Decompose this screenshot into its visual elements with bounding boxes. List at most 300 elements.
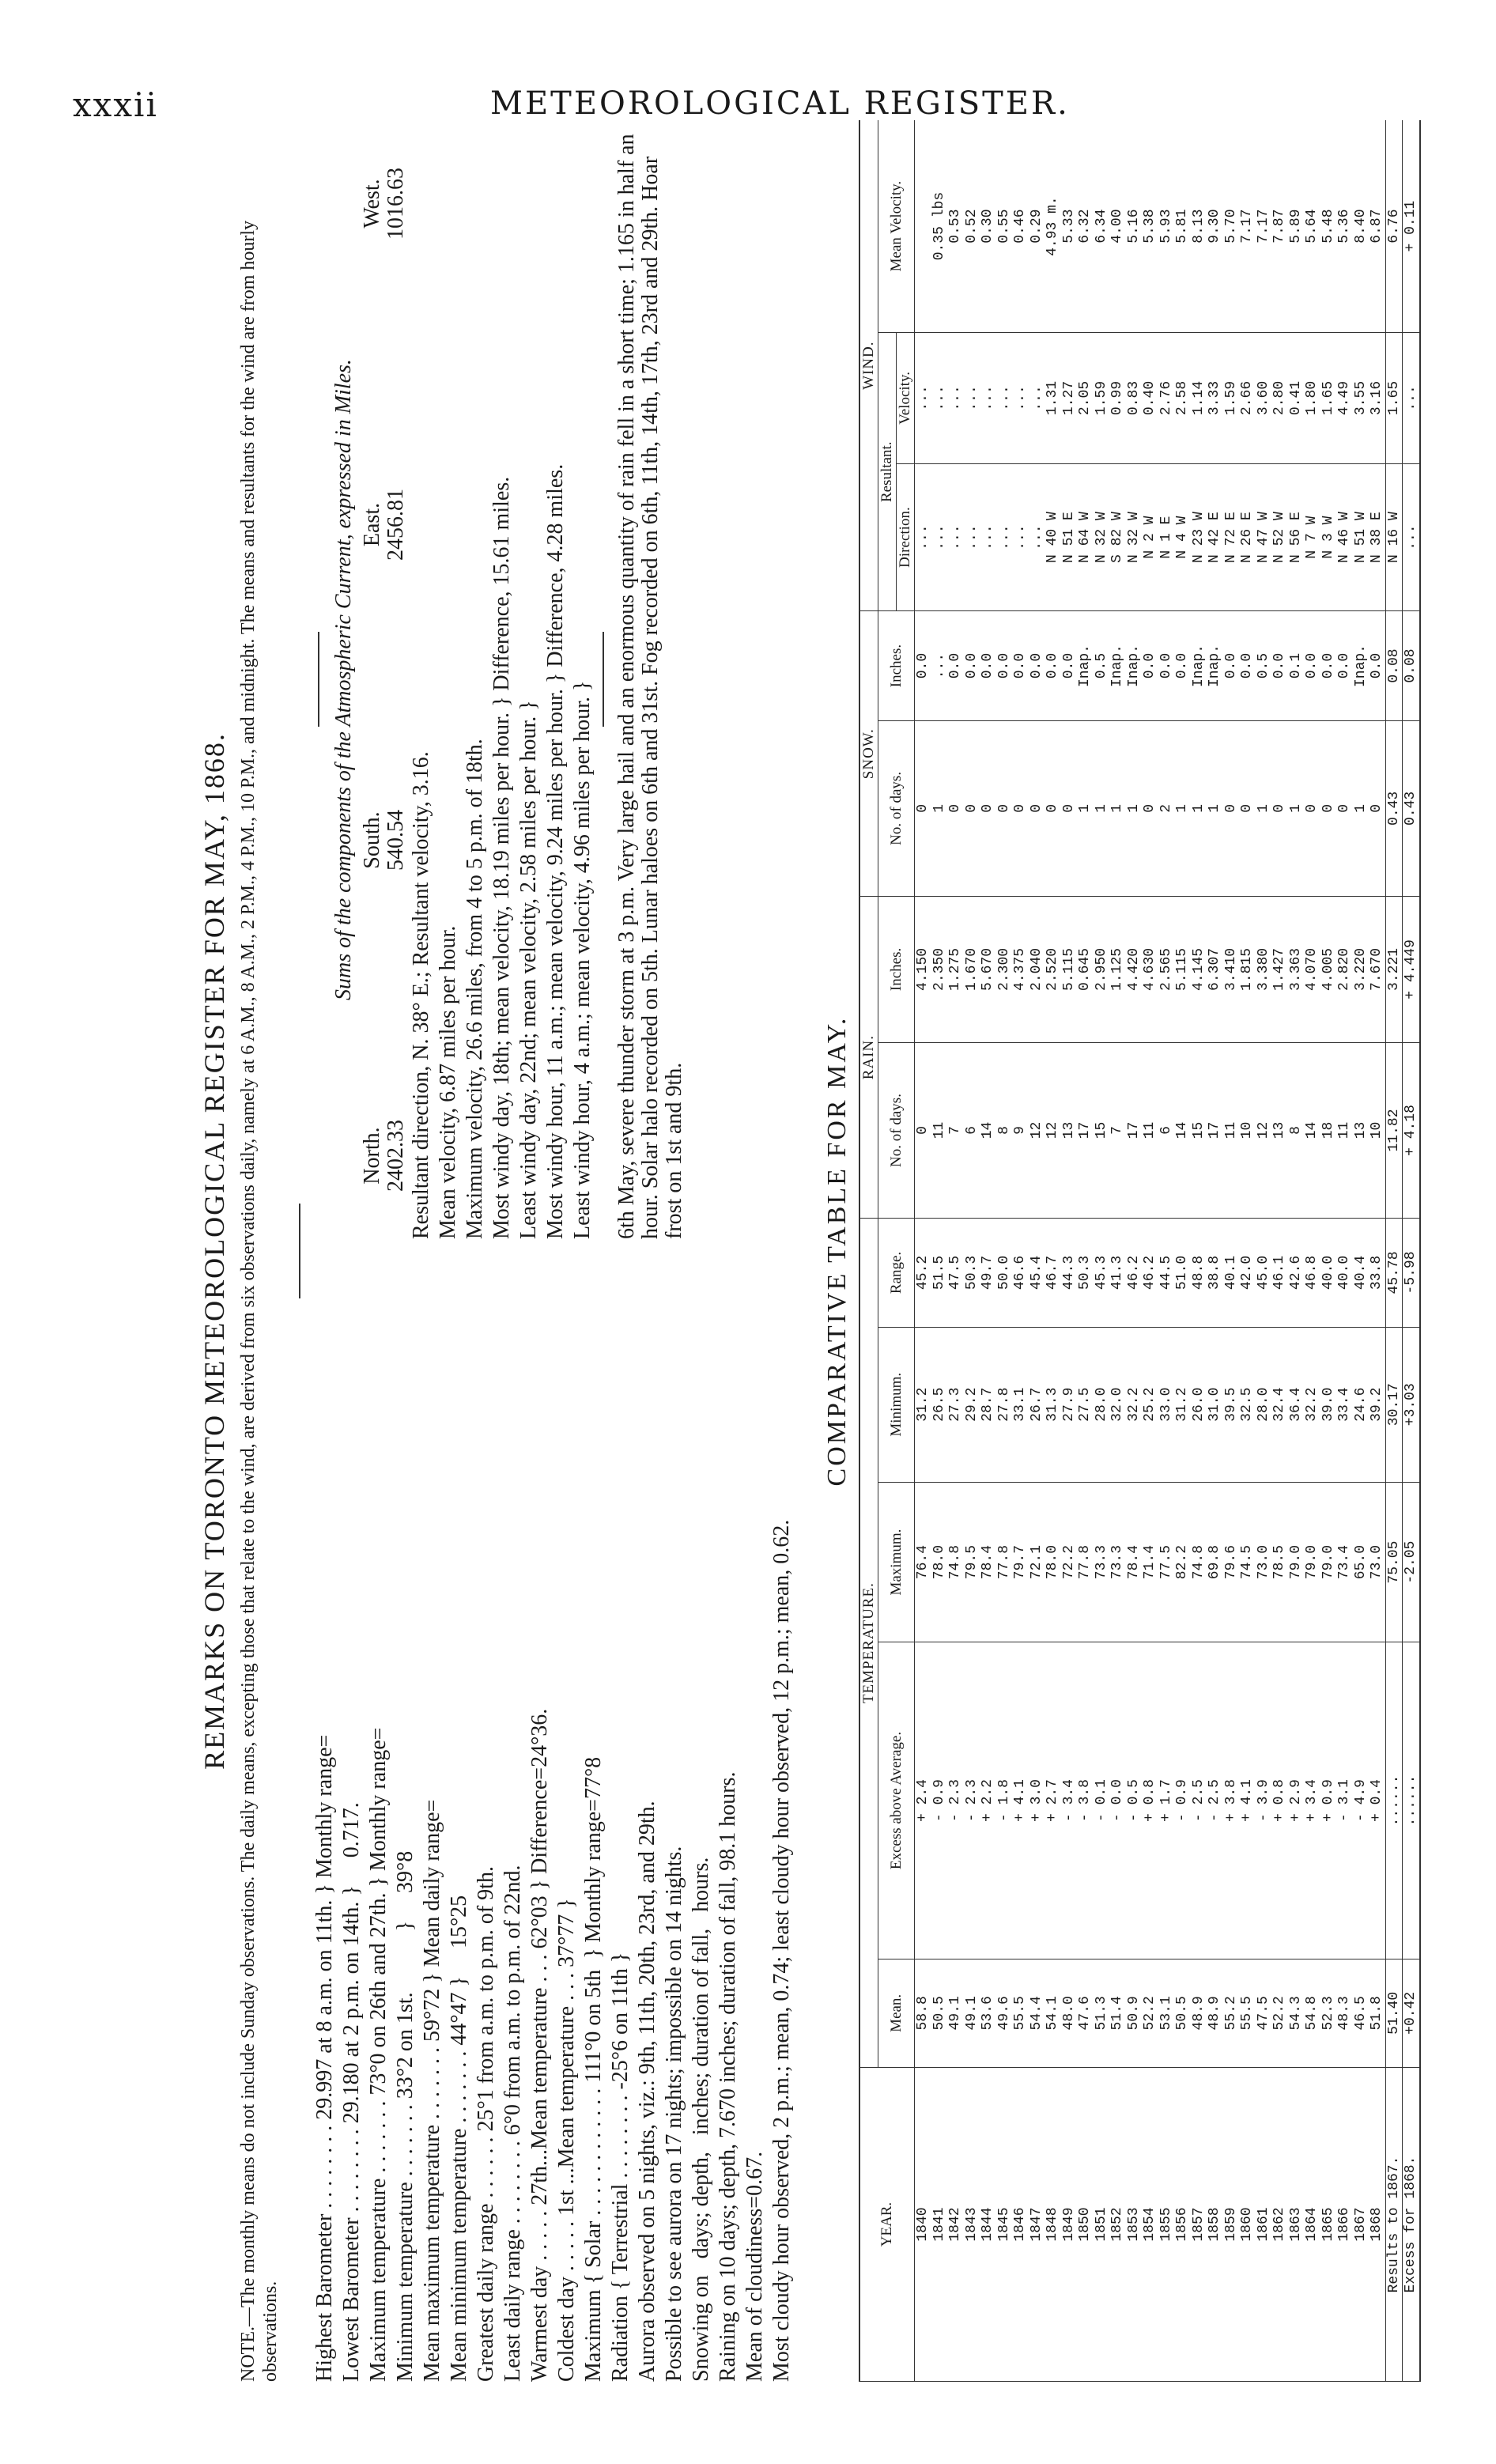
- table-cell: N 40 W: [1045, 463, 1061, 611]
- table-cell: - 2.3: [947, 1642, 964, 1959]
- table-cell: 7: [1109, 1042, 1126, 1218]
- table-cell: 0.0: [1142, 611, 1158, 720]
- table-cell: 0.46: [1012, 120, 1029, 333]
- table-cell: 74.5: [1239, 1482, 1256, 1642]
- table-row: [1045, 120, 1061, 2382]
- table-cell: 4.00: [1109, 120, 1126, 333]
- table-cell: 0.0: [1336, 611, 1353, 720]
- table-cell: 32.5: [1239, 1327, 1256, 1482]
- table-cell: 2.520: [1045, 897, 1061, 1043]
- table-cell: 4.150: [915, 897, 931, 1043]
- table-cell: ...: [947, 463, 964, 611]
- table-cell: ...: [1403, 333, 1420, 464]
- table-cell: 1.80: [1304, 333, 1320, 464]
- table-cell: 47.6: [1077, 1959, 1094, 2068]
- table-cell: 10: [1369, 1042, 1385, 1218]
- table-cell: 50.0: [996, 1219, 1013, 1328]
- table-cell: ...: [1012, 463, 1029, 611]
- col-year: YEAR.: [859, 2068, 915, 2382]
- col-direction: Direction.: [897, 463, 915, 611]
- table-cell: 79.7: [1012, 1482, 1029, 1642]
- table-cell: 1: [1126, 720, 1143, 896]
- table-cell: 0: [915, 720, 931, 896]
- table-cell: 3.220: [1353, 897, 1369, 1043]
- table-cell: + 0.4: [1369, 1642, 1385, 1959]
- table-cell: 73.0: [1369, 1482, 1385, 1642]
- table-cell: 2: [1158, 720, 1175, 896]
- col-snow-days: No. of days.: [878, 720, 915, 896]
- table-cell: 39.0: [1320, 1327, 1337, 1482]
- remarks-left-column: [312, 1263, 795, 2382]
- table-cell: 4.145: [1191, 897, 1207, 1043]
- table-cell: - 0.5: [1126, 1642, 1143, 1959]
- table-cell: 26.0: [1191, 1327, 1207, 1482]
- table-cell: 1841: [931, 2068, 948, 2382]
- table-cell: 5.81: [1174, 120, 1191, 333]
- table-cell: 1.815: [1239, 897, 1256, 1043]
- table-cell: - 3.4: [1061, 1642, 1078, 1959]
- wind-line: Maximum velocity, 26.6 miles, from 4 to 5 p.m. of 18th.: [463, 739, 487, 1239]
- table-cell: 0.5: [1094, 611, 1110, 720]
- table-row: [1061, 120, 1078, 2382]
- table-cell: 0: [915, 1042, 931, 1218]
- table-cell: 1866: [1336, 2068, 1353, 2382]
- table-cell: 3.363: [1288, 897, 1305, 1043]
- table-cell: + 3.4: [1304, 1642, 1320, 1959]
- table-cell: 0.41: [1288, 333, 1305, 464]
- table-cell: - 0.9: [931, 1642, 948, 1959]
- table-cell: ...: [964, 463, 980, 611]
- table-cell: 28.0: [1094, 1327, 1110, 1482]
- table-cell: 47.5: [947, 1219, 964, 1328]
- table-cell: 0: [1061, 720, 1078, 896]
- table-cell: 1.31: [1045, 333, 1061, 464]
- table-cell: 28.7: [980, 1327, 996, 1482]
- table-cell: 0: [996, 720, 1013, 896]
- table-cell: 7.17: [1239, 120, 1256, 333]
- table-cell: 13: [1061, 1042, 1078, 1218]
- table-cell: N 52 W: [1271, 463, 1288, 611]
- table-cell: 29.2: [964, 1327, 980, 1482]
- table-cell: 79.0: [1304, 1482, 1320, 1642]
- table-cell: 5.115: [1174, 897, 1191, 1043]
- table-cell: 2.565: [1158, 897, 1175, 1043]
- remark-line: Lowest Barometer . . . . . . . . 29.180 at 2 p.m. on 14th. } 0.717.: [339, 1802, 364, 2382]
- remark-line: Mean of cloudiness=0.67.: [742, 2151, 767, 2382]
- table-cell: 0: [1336, 720, 1353, 896]
- table-cell: 44.3: [1061, 1219, 1078, 1328]
- table-cell: ...: [931, 463, 948, 611]
- table-cell: 45.78: [1385, 1219, 1403, 1328]
- table-row: [1207, 120, 1223, 2382]
- table-cell: 0.35 lbs: [931, 120, 948, 333]
- table-cell: N 47 W: [1256, 463, 1272, 611]
- table-cell: 79.5: [964, 1482, 980, 1642]
- table-cell: 39.2: [1369, 1327, 1385, 1482]
- table-cell: 5.48: [1320, 120, 1337, 333]
- table-cell: 0.55: [996, 120, 1013, 333]
- table-cell: N 2 W: [1142, 463, 1158, 611]
- col-rain-inches: Inches.: [878, 897, 915, 1043]
- table-cell: 0.1: [1288, 611, 1305, 720]
- table-cell: 0.0: [1061, 611, 1078, 720]
- table-cell: 0.0: [947, 611, 964, 720]
- table-cell: 50.5: [931, 1959, 948, 2068]
- table-cell: 1859: [1223, 2068, 1240, 2382]
- table-cell: 1.59: [1223, 333, 1240, 464]
- table-cell: 1846: [1012, 2068, 1029, 2382]
- table-cell: - 0.9: [1174, 1642, 1191, 1959]
- table-cell: 33.1: [1012, 1327, 1029, 1482]
- table-cell: - 3.9: [1256, 1642, 1272, 1959]
- remark-line: Mean maximum temperature . . . . . . . 59°72 } Mean daily range=: [420, 1799, 444, 2382]
- table-cell: 48.9: [1207, 1959, 1223, 2068]
- table-cell: 73.0: [1256, 1482, 1272, 1642]
- table-cell: + 3.8: [1223, 1642, 1240, 1959]
- table-row: [1256, 120, 1272, 2382]
- table-cell: 2.040: [1029, 897, 1045, 1043]
- table-cell: + 4.1: [1012, 1642, 1029, 1959]
- table-cell: 1854: [1142, 2068, 1158, 2382]
- table-cell: 46.5: [1353, 1959, 1369, 2068]
- table-cell: S 82 W: [1109, 463, 1126, 611]
- table-cell: 27.8: [996, 1327, 1013, 1482]
- table-cell: 51.5: [931, 1219, 948, 1328]
- table-cell: 1.65: [1320, 333, 1337, 464]
- table-cell: N 64 W: [1077, 463, 1094, 611]
- table-cell: 58.8: [915, 1959, 931, 2068]
- table-cell: Results to 1867.: [1385, 2068, 1403, 2382]
- table-cell: 15: [1094, 1042, 1110, 1218]
- table-cell: 54.3: [1288, 1959, 1305, 2068]
- table-cell: 51.4: [1109, 1959, 1126, 2068]
- remark-line: Greatest daily range . . . . . . 25°1 from a.m. to p.m. of 9th.: [474, 1866, 498, 2382]
- table-cell: 72.1: [1029, 1482, 1045, 1642]
- table-cell: 46.2: [1142, 1219, 1158, 1328]
- table-cell: 71.4: [1142, 1482, 1158, 1642]
- remark-line: Possible to see aurora on 17 nights; impossible on 14 nights.: [662, 1846, 686, 2382]
- table-cell: 46.2: [1126, 1219, 1143, 1328]
- table-cell: 55.5: [1239, 1959, 1256, 2068]
- table-cell: 5.670: [980, 897, 996, 1043]
- table-cell: 49.7: [980, 1219, 996, 1328]
- table-cell: 46.6: [1012, 1219, 1029, 1328]
- table-cell: 0: [947, 720, 964, 896]
- table-cell: + 0.8: [1142, 1642, 1158, 1959]
- table-cell: 0: [1142, 720, 1158, 896]
- table-cell: 27.3: [947, 1327, 964, 1482]
- group-rain: RAIN.: [859, 897, 878, 1219]
- group-resultant: Resultant.: [878, 333, 897, 611]
- table-cell: 1844: [980, 2068, 996, 2382]
- table-row: [947, 120, 964, 2382]
- table-cell: 47.5: [1256, 1959, 1272, 2068]
- table-cell: + 1.7: [1158, 1642, 1175, 1959]
- table-cell: 79.0: [1288, 1482, 1305, 1642]
- table-cell: 1862: [1271, 2068, 1288, 2382]
- table-cell: 1: [1256, 720, 1272, 896]
- table-cell: N 32 W: [1094, 463, 1110, 611]
- table-cell: 11: [931, 1042, 948, 1218]
- table-cell: 1842: [947, 2068, 964, 2382]
- table-cell: 1863: [1288, 2068, 1305, 2382]
- table-cell: 2.05: [1077, 333, 1094, 464]
- table-row: [1353, 120, 1369, 2382]
- table-cell: 40.4: [1353, 1219, 1369, 1328]
- table-cell: ...: [996, 463, 1013, 611]
- table-cell: 50.3: [1077, 1219, 1094, 1328]
- table-row: [1304, 120, 1320, 2382]
- table-row: [964, 120, 980, 2382]
- table-cell: 1.670: [964, 897, 980, 1043]
- table-cell: 6.32: [1077, 120, 1094, 333]
- table-cell: 11.82: [1385, 1042, 1403, 1218]
- table-cell: - 0.1: [1094, 1642, 1110, 1959]
- table-cell: 6: [1158, 1042, 1175, 1218]
- remarks-note: NOTE.—The monthly means do not include Sunday observations. The daily means, excepting those that relate to the wind, are derived from six observations daily, namely at 6 A.M., 8 A.M., 2 P.M., 4 P.M., 10 P.M., and midnight. The means and resultants for the wind are from hourly observations.: [238, 220, 281, 2382]
- table-cell: 2.66: [1239, 333, 1256, 464]
- table-cell: 1850: [1077, 2068, 1094, 2382]
- table-cell: - 1.8: [996, 1642, 1013, 1959]
- table-cell: 77.5: [1158, 1482, 1175, 1642]
- table-cell: 0.0: [1174, 611, 1191, 720]
- remark-line: Mean minimum temperature . . . . . . . 44°47 } 15°25: [447, 1895, 471, 2382]
- table-cell: 49.1: [964, 1959, 980, 2068]
- table-cell: 53.6: [980, 1959, 996, 2068]
- group-snow: SNOW.: [859, 611, 878, 897]
- table-cell: 15: [1191, 1042, 1207, 1218]
- divider: [603, 633, 604, 727]
- table-cell: 42.0: [1239, 1219, 1256, 1328]
- table-cell: 4.420: [1126, 897, 1143, 1043]
- table-cell: 0.29: [1029, 120, 1045, 333]
- table-cell: 0: [1029, 720, 1045, 896]
- table-cell: 49.1: [947, 1959, 964, 2068]
- table-cell: 7: [947, 1042, 964, 1218]
- table-cell: 4.49: [1336, 333, 1353, 464]
- table-cell: 0: [1239, 720, 1256, 896]
- table-cell: N 38 E: [1369, 463, 1385, 611]
- table-cell: 54.8: [1304, 1959, 1320, 2068]
- remark-line: Raining on 10 days; depth, 7.670 inches; duration of fall, 98.1 hours.: [716, 1771, 740, 2382]
- remarks-title: REMARKS ON TORONTO METEOROLOGICAL REGISTER FOR MAY, 1868.: [198, 732, 230, 1770]
- divider: [299, 1204, 300, 1298]
- table-cell: + 2.2: [980, 1642, 996, 1959]
- table-body: [915, 120, 1420, 2382]
- table-title: COMPARATIVE TABLE FOR MAY.: [822, 1015, 852, 1487]
- table-cell: 0.5: [1256, 611, 1272, 720]
- table-cell: 65.0: [1353, 1482, 1369, 1642]
- col-excess: Excess above Average.: [878, 1642, 915, 1959]
- table-cell: 1: [1207, 720, 1223, 896]
- table-cell: 1860: [1239, 2068, 1256, 2382]
- table-cell: N 7 W: [1304, 463, 1320, 611]
- table-cell: 1849: [1061, 2068, 1078, 2382]
- wind-line: Most windy day, 18th; mean velocity, 18.19 miles per hour. } Difference, 15.61 miles.: [489, 476, 514, 1239]
- table-cell: 1861: [1256, 2068, 1272, 2382]
- table-cell: + 0.11: [1403, 120, 1420, 333]
- components-title: Sums of the components of the Atmospheric Current, expressed in Miles.: [331, 359, 356, 1000]
- table-cell: 6.76: [1385, 120, 1403, 333]
- table-cell: 8: [996, 1042, 1013, 1218]
- table-cell: 0.99: [1109, 333, 1126, 464]
- table-cell: 0.43: [1385, 720, 1403, 896]
- table-cell: 74.8: [1191, 1482, 1207, 1642]
- remark-line: Snowing on days; depth, inches; duration of fall, hours.: [689, 1857, 713, 2382]
- table-cell: ...: [915, 463, 931, 611]
- table-cell: 2.820: [1336, 897, 1353, 1043]
- table-cell: 0.0: [1223, 611, 1240, 720]
- table-cell: -5.98: [1403, 1219, 1420, 1328]
- table-cell: Inap.: [1207, 611, 1223, 720]
- table-cell: 8.40: [1353, 120, 1369, 333]
- table-cell: - 3.1: [1336, 1642, 1353, 1959]
- table-cell: N 46 W: [1336, 463, 1353, 611]
- table-row: [1158, 120, 1175, 2382]
- running-head: METEOROLOGICAL REGISTER.: [490, 85, 1070, 122]
- table-cell: 0.0: [980, 611, 996, 720]
- table-cell: +0.42: [1403, 1959, 1420, 2068]
- table-row: [980, 120, 996, 2382]
- table-cell: 1855: [1158, 2068, 1175, 2382]
- table-cell: 6: [964, 1042, 980, 1218]
- table-cell: 2.300: [996, 897, 1013, 1043]
- table-cell: 4.005: [1320, 897, 1337, 1043]
- table-cell: 52.3: [1320, 1959, 1337, 2068]
- table-cell: 32.2: [1304, 1327, 1320, 1482]
- table-subgroup-header-row: [878, 120, 897, 2382]
- table-cell: 45.0: [1256, 1219, 1272, 1328]
- table-cell: 72.2: [1061, 1482, 1078, 1642]
- table-cell: 7.17: [1256, 120, 1272, 333]
- table-cell: 0.0: [1045, 611, 1061, 720]
- table-cell: 46.8: [1304, 1219, 1320, 1328]
- table-cell: 3.16: [1369, 333, 1385, 464]
- table-cell: 1: [1174, 720, 1191, 896]
- table-cell: 33.0: [1158, 1327, 1175, 1482]
- table-cell: 0.08: [1385, 611, 1403, 720]
- table-cell: 46.1: [1271, 1219, 1288, 1328]
- table-row: [1077, 120, 1094, 2382]
- table-cell: - 2.3: [964, 1642, 980, 1959]
- table-cell: 48.8: [1191, 1219, 1207, 1328]
- table-cell: 82.2: [1174, 1482, 1191, 1642]
- table-cell: 1.125: [1109, 897, 1126, 1043]
- table-cell: 0: [1223, 720, 1240, 896]
- table-cell: N 23 W: [1191, 463, 1207, 611]
- table-cell: 31.2: [915, 1327, 931, 1482]
- table-group-header-row: [859, 120, 878, 2382]
- table-cell: 69.8: [1207, 1482, 1223, 1642]
- table-cell: +3.03: [1403, 1327, 1420, 1482]
- table-row: [1109, 120, 1126, 2382]
- table-cell: 3.380: [1256, 897, 1272, 1043]
- remark-line: Highest Barometer . . . . . . . . 29.997 at 8 a.m. on 11th. } Monthly range=: [312, 1734, 337, 2382]
- table-cell: 1853: [1126, 2068, 1143, 2382]
- table-cell: 13: [1271, 1042, 1288, 1218]
- remark-line: Most cloudy hour observed, 2 p.m.; mean, 0.74; least cloudy hour observed, 12 p.m.; mean, 0.62.: [769, 1519, 794, 2382]
- wind-line: Most windy hour, 11 a.m.; mean velocity, 9.24 miles per hour. } Difference, 4.28 miles.: [543, 463, 568, 1239]
- table-row: [1094, 120, 1110, 2382]
- divider: [318, 633, 319, 727]
- table-cell: 54.1: [1045, 1959, 1061, 2068]
- table-cell: 78.4: [980, 1482, 996, 1642]
- table-cell: - 0.0: [1109, 1642, 1126, 1959]
- table-cell: Inap.: [1353, 611, 1369, 720]
- table-cell: 26.7: [1029, 1327, 1045, 1482]
- table-row: [1012, 120, 1029, 2382]
- table-cell: 75.05: [1385, 1482, 1403, 1642]
- table-cell: 1: [1191, 720, 1207, 896]
- table-cell: 8: [1288, 1042, 1305, 1218]
- table-cell: 1: [1109, 720, 1126, 896]
- table-row: [1320, 120, 1337, 2382]
- remark-line: Aurora observed on 5 nights, viz.: 9th, 11th, 20th, 23rd, and 29th.: [635, 1801, 659, 2382]
- table-cell: + 4.449: [1403, 897, 1420, 1043]
- table-cell: [915, 120, 931, 333]
- table-cell: ......: [1385, 1642, 1403, 1959]
- table-cell: 7.670: [1369, 897, 1385, 1043]
- table-cell: 31.2: [1174, 1327, 1191, 1482]
- table-cell: 0.0: [1369, 611, 1385, 720]
- table-cell: N 32 W: [1126, 463, 1143, 611]
- table-cell: 1847: [1029, 2068, 1045, 2382]
- table-cell: N 56 E: [1288, 463, 1305, 611]
- table-row: [931, 120, 948, 2382]
- table-cell: 0.43: [1403, 720, 1420, 896]
- table-cell: 1: [1353, 720, 1369, 896]
- remark-line: Maximum { Solar . . . . . . . . . . . . 111°0 on 5th } Monthly range=77°8: [581, 1756, 606, 2382]
- table-cell: 52.2: [1142, 1959, 1158, 2068]
- component-north: North. 2402.33: [360, 1120, 408, 1192]
- table-cell: ...: [1012, 333, 1029, 464]
- table-cell: 2.950: [1094, 897, 1110, 1043]
- rotated-content: [198, 120, 1471, 2382]
- table-cell: 0.40: [1142, 333, 1158, 464]
- table-cell: 26.5: [931, 1327, 948, 1482]
- col-velocity: Velocity.: [897, 333, 915, 464]
- comparative-table: [859, 120, 1421, 2382]
- table-cell: 5.70: [1223, 120, 1240, 333]
- remark-line: Warmest day . . . . . 27th...Mean temperature . . . 62°03 } Difference=24°36.: [527, 1708, 552, 2382]
- table-cell: 0.83: [1126, 333, 1143, 464]
- table-cell: 1: [1288, 720, 1305, 896]
- table-cell: 1867: [1353, 2068, 1369, 2382]
- table-cell: 0: [1369, 720, 1385, 896]
- table-cell: 14: [1304, 1042, 1320, 1218]
- table-cell: 1864: [1304, 2068, 1320, 2382]
- table-cell: 1.275: [947, 897, 964, 1043]
- table-cell: 79.0: [1320, 1482, 1337, 1642]
- table-cell: 0.645: [1077, 897, 1094, 1043]
- col-min: Minimum.: [878, 1327, 915, 1482]
- components-row: [361, 120, 408, 1239]
- table-cell: ...: [980, 463, 996, 611]
- table-cell: 13: [1353, 1042, 1369, 1218]
- table-cell: ...: [980, 333, 996, 464]
- table-cell: 0: [1012, 720, 1029, 896]
- table-cell: 6.34: [1094, 120, 1110, 333]
- table-cell: 44.5: [1158, 1219, 1175, 1328]
- table-cell: 0: [1045, 720, 1061, 896]
- table-cell: 30.17: [1385, 1327, 1403, 1482]
- table-cell: 0: [980, 720, 996, 896]
- col-max: Maximum.: [878, 1482, 915, 1642]
- table-cell: 1851: [1094, 2068, 1110, 2382]
- table-cell: 28.0: [1256, 1327, 1272, 1482]
- table-cell: 1.427: [1271, 897, 1288, 1043]
- table-row: [1191, 120, 1207, 2382]
